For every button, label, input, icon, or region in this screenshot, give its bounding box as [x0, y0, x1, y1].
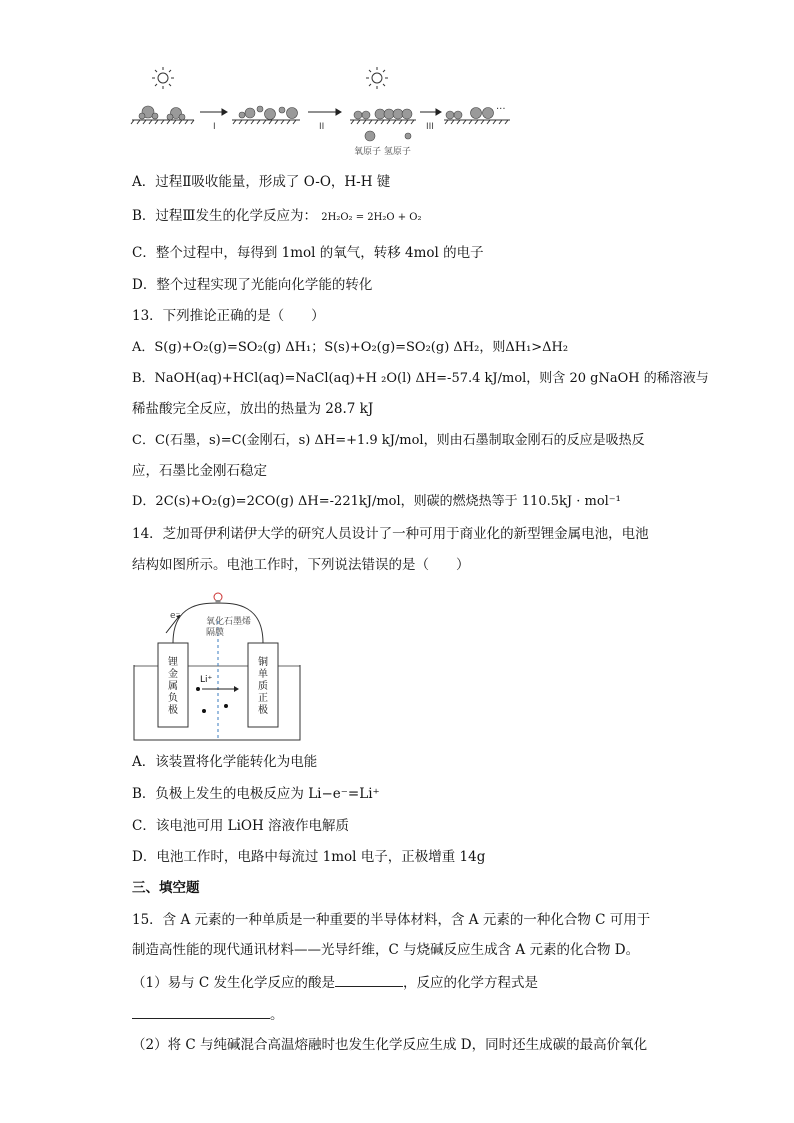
- q13-option-a: A．S(g)+O₂(g)=SO₂(g) ΔH₁；S(s)+O₂(g)=SO₂(g) ΔH₂，则ΔH₁>ΔH₂: [132, 340, 569, 355]
- process-label-iii: III: [426, 122, 434, 132]
- section-heading: 三、填空题: [132, 880, 200, 896]
- q14-option-c: C．该电池可用 LiOH 溶液作电解质: [132, 818, 350, 834]
- q15-stem-line2: 制造高性能的现代通讯材料——光导纤维，C 与烧碱反应生成含 A 元素的化合物 D。: [132, 942, 640, 958]
- q15-part1-end: 。: [270, 1007, 284, 1023]
- q12-option-d: D．整个过程实现了光能向化学能的转化: [132, 277, 373, 293]
- q14-option-d: D．电池工作时，电路中每流过 1mol 电子，正极增重 14g: [132, 849, 486, 865]
- electron-label: e⁻: [170, 611, 181, 621]
- right-electrode-label: 铜单质正极: [258, 657, 268, 716]
- water-splitting-diagram: [130, 62, 520, 162]
- atom-legend: 氧原子 氢原子: [354, 147, 411, 157]
- q12-option-c: C．整个过程中，每得到 1mol 的氧气，转移 4mol 的电子: [132, 245, 484, 261]
- q13-option-b-line1: B．NaOH(aq)+HCl(aq)=NaCl(aq)+H ₂O(l) ΔH=-57.4 kJ/mol，则含 20 gNaOH 的稀溶液与: [132, 371, 709, 386]
- membrane-label: 氧化石墨烯隔膜: [206, 617, 252, 638]
- lithium-ion-label: Li⁺: [200, 675, 213, 685]
- svg-text:···: ···: [496, 104, 506, 115]
- left-electrode-label: 锂金属负极: [168, 657, 178, 716]
- water-splitting-figure: [130, 62, 520, 162]
- q13-stem: 13．下列推论正确的是（ ）: [132, 308, 325, 324]
- q13-option-b-line2: 稀盐酸完全反应，放出的热量为 28.7 kJ: [132, 401, 374, 417]
- q12-option-b-equation: 2H₂O₂ = 2H₂O + O₂: [321, 212, 422, 223]
- process-label-ii: II: [319, 122, 325, 132]
- sun-icon: [152, 67, 174, 89]
- battery-diagram: [130, 585, 305, 745]
- q13-option-c-line1: C．C(石墨，s)=C(金刚石，s) ΔH=+1.9 kJ/mol，则由石墨制取金刚石的反应是吸热反: [132, 433, 645, 448]
- q15-part1-continued: [132, 1004, 284, 1025]
- q15-part2: （2）将 C 与纯碱混合高温熔融时也发生化学反应生成 D，同时还生成碳的最高价氧化: [132, 1037, 648, 1053]
- battery-figure: [130, 585, 305, 745]
- q15-part1-text-b: ，反应的化学方程式是: [403, 975, 539, 991]
- q15-part1: [132, 972, 538, 993]
- answer-blank[interactable]: [132, 1004, 270, 1019]
- q13-option-c-line2: 应，石墨比金刚石稳定: [132, 463, 267, 479]
- q13-option-d: D．2C(s)+O₂(g)=2CO(g) ΔH=-221kJ/mol，则碳的燃烧热等于 110.5kJ · mol⁻¹: [132, 494, 621, 509]
- q15-stem-line1: 15．含 A 元素的一种单质是一种重要的半导体材料，含 A 元素的一种化合物 C 可用于: [132, 912, 651, 928]
- q14-stem-line1: 14．芝加哥伊利诺伊大学的研究人员设计了一种可用于商业化的新型锂金属电池，电池: [132, 526, 649, 542]
- q15-part1-text-a: （1）易与 C 发生化学反应的酸是: [132, 975, 336, 991]
- q12-option-b: [132, 206, 422, 228]
- q14-option-a: A．该装置将化学能转化为电能: [132, 754, 318, 770]
- sun-icon: [366, 67, 388, 89]
- bulb-icon: [214, 593, 222, 604]
- answer-blank[interactable]: [335, 972, 403, 987]
- q14-stem-line2: 结构如图所示。电池工作时，下列说法错误的是（ ）: [132, 557, 470, 573]
- process-label-i: I: [213, 122, 216, 132]
- q12-option-a: A．过程Ⅱ吸收能量，形成了 O-O，H-H 键: [132, 174, 391, 190]
- q12-option-b-label: B．过程Ⅲ发生的化学反应为：: [132, 208, 317, 224]
- q14-option-b: B．负极上发生的电极反应为 Li−e⁻=Li⁺: [132, 786, 380, 802]
